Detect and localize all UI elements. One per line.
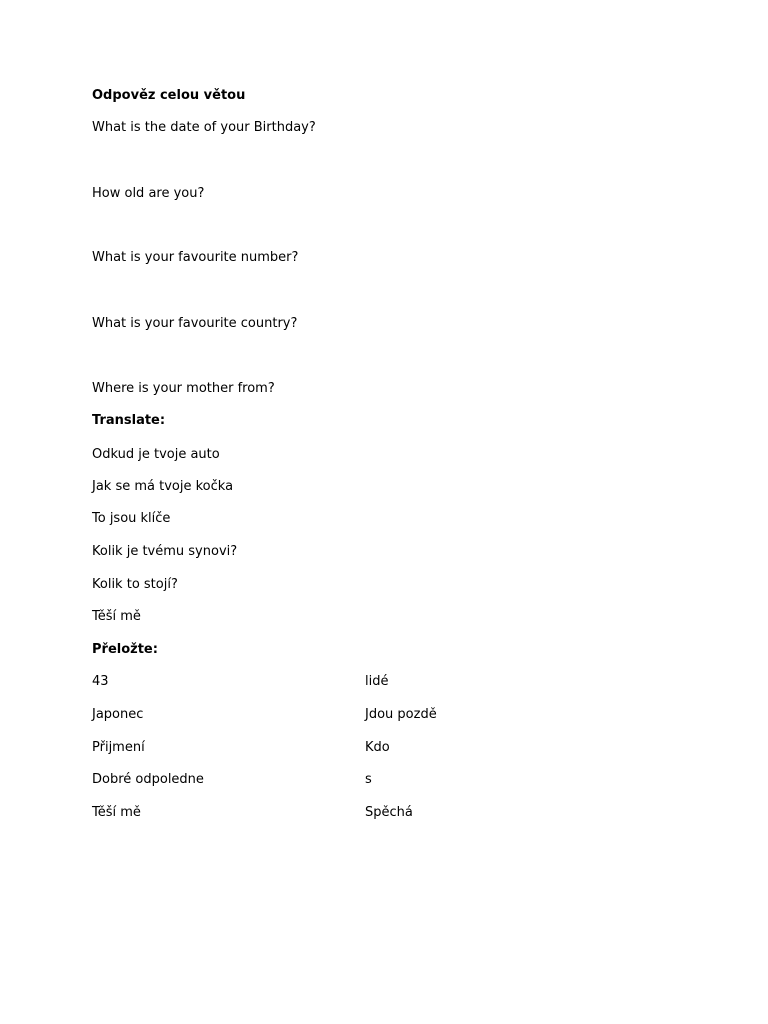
vocab-right-item: Jdou pozdě xyxy=(365,707,437,722)
vocab-right-item: s xyxy=(365,772,372,787)
question-mother-origin: Where is your mother from? xyxy=(92,381,275,396)
translate-item: To jsou klíče xyxy=(92,511,171,526)
vocab-left-item: Přijmení xyxy=(92,740,145,755)
translate-item: Kolik je tvému synovi? xyxy=(92,544,238,559)
question-favourite-number: What is your favourite number? xyxy=(92,250,299,265)
section-heading-prelozte: Přeložte: xyxy=(92,642,158,657)
vocab-right-item: lidé xyxy=(365,674,389,689)
vocab-left-item: Těší mě xyxy=(92,805,141,820)
vocab-left-item: Japonec xyxy=(92,707,144,722)
question-favourite-country: What is your favourite country? xyxy=(92,316,298,331)
vocab-right-item: Spěchá xyxy=(365,805,413,820)
question-birthday: What is the date of your Birthday? xyxy=(92,120,316,135)
section-heading-answer: Odpověz celou větou xyxy=(92,88,246,103)
vocab-left-item: Dobré odpoledne xyxy=(92,772,204,787)
translate-item: Jak se má tvoje kočka xyxy=(92,479,234,494)
vocab-left-item: 43 xyxy=(92,674,109,689)
question-age: How old are you? xyxy=(92,186,205,201)
vocab-right-item: Kdo xyxy=(365,740,390,755)
translate-item: Kolik to stojí? xyxy=(92,577,178,592)
section-heading-translate: Translate: xyxy=(92,413,166,428)
translate-item: Odkud je tvoje auto xyxy=(92,447,220,462)
translate-item: Těší mě xyxy=(92,609,141,624)
